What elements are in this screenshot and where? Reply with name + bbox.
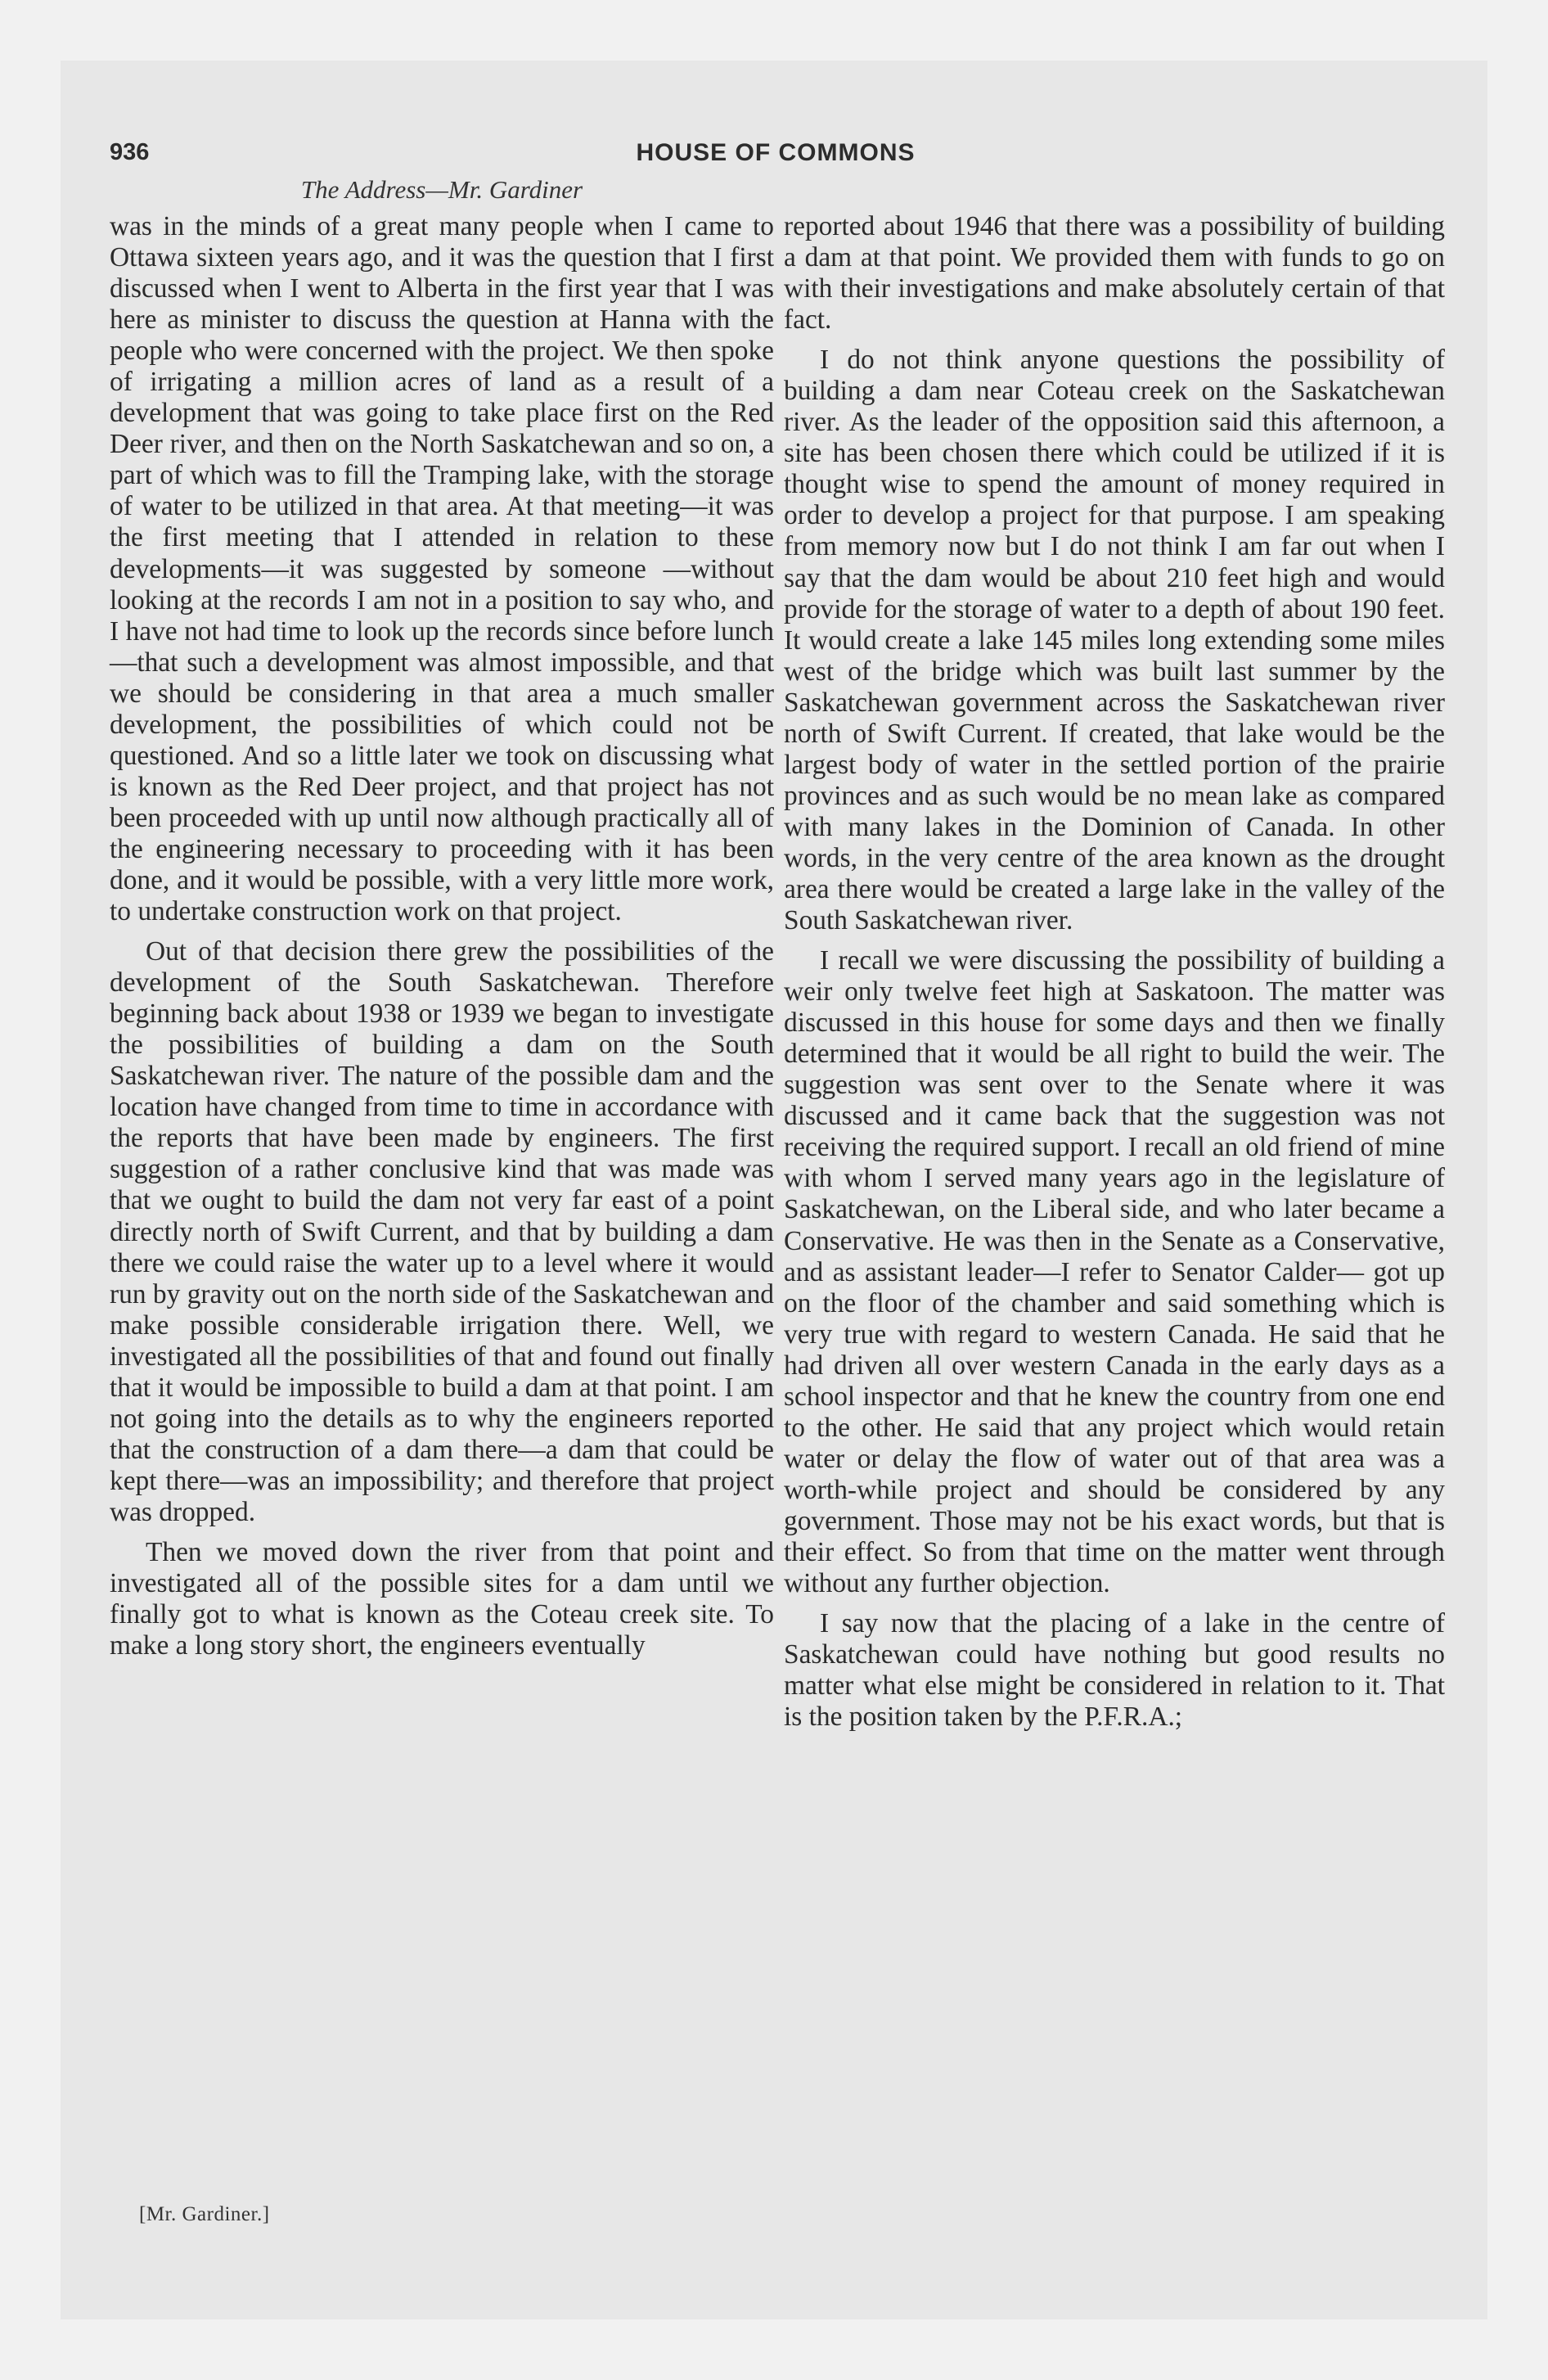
paragraph: Then we moved down the river from that point and investigated all of the possible sites for a dam until we finally got to what is known as the Coteau creek site. To make a long story short, the engineers eventually (110, 1536, 774, 1661)
running-head: The Address—Mr. Gardiner (300, 175, 583, 204)
paragraph: I recall we were discussing the possibility of building a weir only twelve feet high at Saskatoon. The matter was discussed in this house for some days and then we finally determined that it would be all right to build the weir. The suggestion was sent over to the Senate where it was discussed and it came back that the suggestion was not receiving the required support. I recall an old friend of mine with whom I served many years ago in the legislature of Saskatchewan, on the Liberal side, and who later became a Conservative. He was then in the Senate as a Conservative, and as assistant leader—I refer to Senator Calder— got up on the floor of the chamber and said something which is very true with regard to western Canada. He said that he had driven all over western Canada in the early days as a school inspector and that he knew the country from one end to the other. He said that any project which would retain water or delay the flow of water out of that area was a worth-while project and should be considered by any government. Those may not be his exact words, but that is their effect. So from that time on the matter went through without any further objection. (784, 945, 1445, 1599)
page-number: 936 (110, 139, 150, 165)
page-header (110, 139, 1442, 175)
paragraph: reported about 1946 that there was a possibility of building a dam at that point. We provided them with funds to go on with their investigations and make absolutely certain of that fact. (784, 211, 1445, 336)
paragraph: Out of that decision there grew the possibilities of the development of the South Saskatchewan. Therefore beginning back about 1938 or 1939 we began to investigate the possibilities of building a dam on the South Saskatchewan river. The nature of the possible dam and the location have changed from time to time in accordance with the reports that have been made by engineers. The first suggestion of a rather conclusive kind that was made was that we ought to build the dam not very far east of a point directly north of Swift Current, and that by building a dam there we could raise the water up to a level where it would run by gravity out on the north side of the Saskatchewan and make possible considerable irrigation there. Well, we investigated all the possibilities of that and found out finally that it would be impossible to build a dam at that point. I am not going into the details as to why the engineers reported that the construction of a dam there—a dam that could be kept there—was an impossibility; and therefore that project was dropped. (110, 936, 774, 1527)
paragraph: I say now that the placing of a lake in the centre of Saskatchewan could have nothing but good results no matter what else might be considered in relation to it. That is the position taken by the P.F.R.A.; (784, 1608, 1445, 1733)
paragraph: was in the minds of a great many people when I came to Ottawa sixteen years ago, and it was the question that I first discussed when I went to Alberta in the first year that I was here as minister to discuss the question at Hanna with the people who were concerned with the project. We then spoke of irrigating a million acres of land as a result of a development that was going to take place first on the Red Deer river, and then on the North Saskatchewan and so on, a part of which was to fill the Tramping lake, with the storage of water to be utilized in that area. At that meeting—it was the first meeting that I attended in relation to these developments—it was suggested by someone —without looking at the records I am not in a position to say who, and I have not had time to look up the records since before lunch—that such a development was almost impossible, and that we should be considering in that area a much smaller development, the possibilities of which could not be questioned. And so a little later we took on discussing what is known as the Red Deer project, and that project has not been proceeded with up until now although practically all of the engineering necessary to proceeding with it has been done, and it would be possible, with a very little more work, to undertake construction work on that project. (110, 211, 774, 927)
paragraph: I do not think anyone questions the possibility of building a dam near Coteau creek on the Saskatchewan river. As the leader of the opposition said this afternoon, a site has been chosen there which could be utilized if it is thought wise to spend the amount of money required in order to develop a project for that purpose. I am speaking from memory now but I do not think I am far out when I say that the dam would be about 210 feet high and would provide for the storage of water to a depth of about 190 feet. It would create a lake 145 miles long extending some miles west of the bridge which was built last summer by the Saskatchewan government across the Saskatchewan river north of Swift Current. If created, that lake would be the largest body of water in the settled portion of the prairie provinces and as such would be no mean lake as compared with many lakes in the Dominion of Canada. In other words, in the very centre of the area known as the drought area there would be created a large lake in the valley of the South Saskatchewan river. (784, 345, 1445, 936)
page-title: HOUSE OF COMMONS (636, 139, 916, 166)
speaker-footer: [Mr. Gardiner.] (139, 2203, 270, 2225)
right-column (784, 211, 1445, 1742)
left-column (110, 211, 774, 1670)
